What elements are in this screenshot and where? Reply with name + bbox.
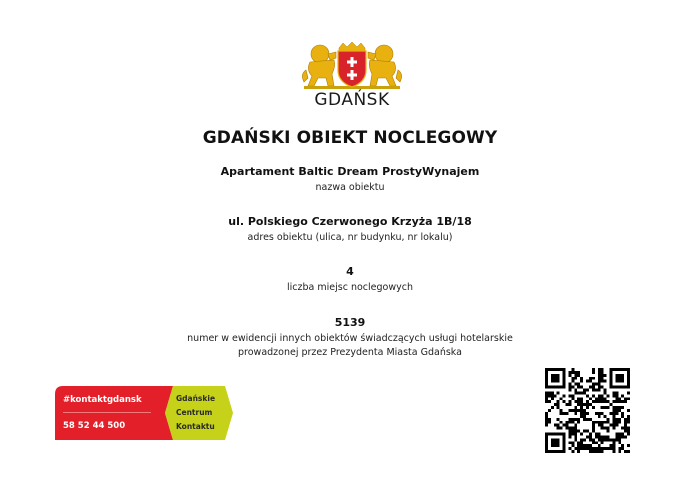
badge-divider — [63, 412, 151, 413]
contact-center-line2: Centrum — [176, 408, 213, 417]
field-object-name — [0, 164, 700, 195]
field-address — [0, 214, 700, 245]
registry-number-label-line1: numer w ewidencji innych obiektów świadczących usługi hotelarskie — [187, 333, 513, 344]
object-name-label: nazwa obiektu — [315, 182, 385, 193]
gdansk-coat-of-arms-icon — [300, 40, 404, 92]
field-bed-count — [0, 264, 700, 295]
object-name-value: Apartament Baltic Dream ProstyWynajem — [220, 165, 480, 178]
contact-center-badge — [55, 386, 233, 440]
page-title: GDAŃSKI OBIEKT NOCLEGOWY — [202, 128, 498, 148]
address-label: adres obiektu (ulica, nr budynku, nr lokalu) — [247, 232, 453, 243]
address-value: ul. Polskiego Czerwonego Krzyża 1B/18 — [228, 215, 472, 228]
hashtag-text: #kontaktgdansk — [63, 395, 142, 405]
phone-number: 58 52 44 500 — [63, 421, 126, 431]
bed-count-label: liczba miejsc noclegowych — [287, 282, 413, 293]
contact-center-line1: Gdańskie — [176, 394, 216, 403]
city-name-text: GDAŃSK — [314, 90, 390, 110]
contact-center-line3: Kontaktu — [176, 422, 215, 431]
gdansk-logo — [300, 40, 404, 112]
registry-number-value: 5139 — [334, 316, 366, 329]
qr-code-icon — [545, 368, 630, 453]
field-registry-number — [0, 315, 700, 360]
registry-number-label-line2: prowadzonej przez Prezydenta Miasta Gdańska — [238, 347, 462, 358]
contact-center-name — [176, 392, 215, 434]
bed-count-value: 4 — [346, 265, 354, 278]
